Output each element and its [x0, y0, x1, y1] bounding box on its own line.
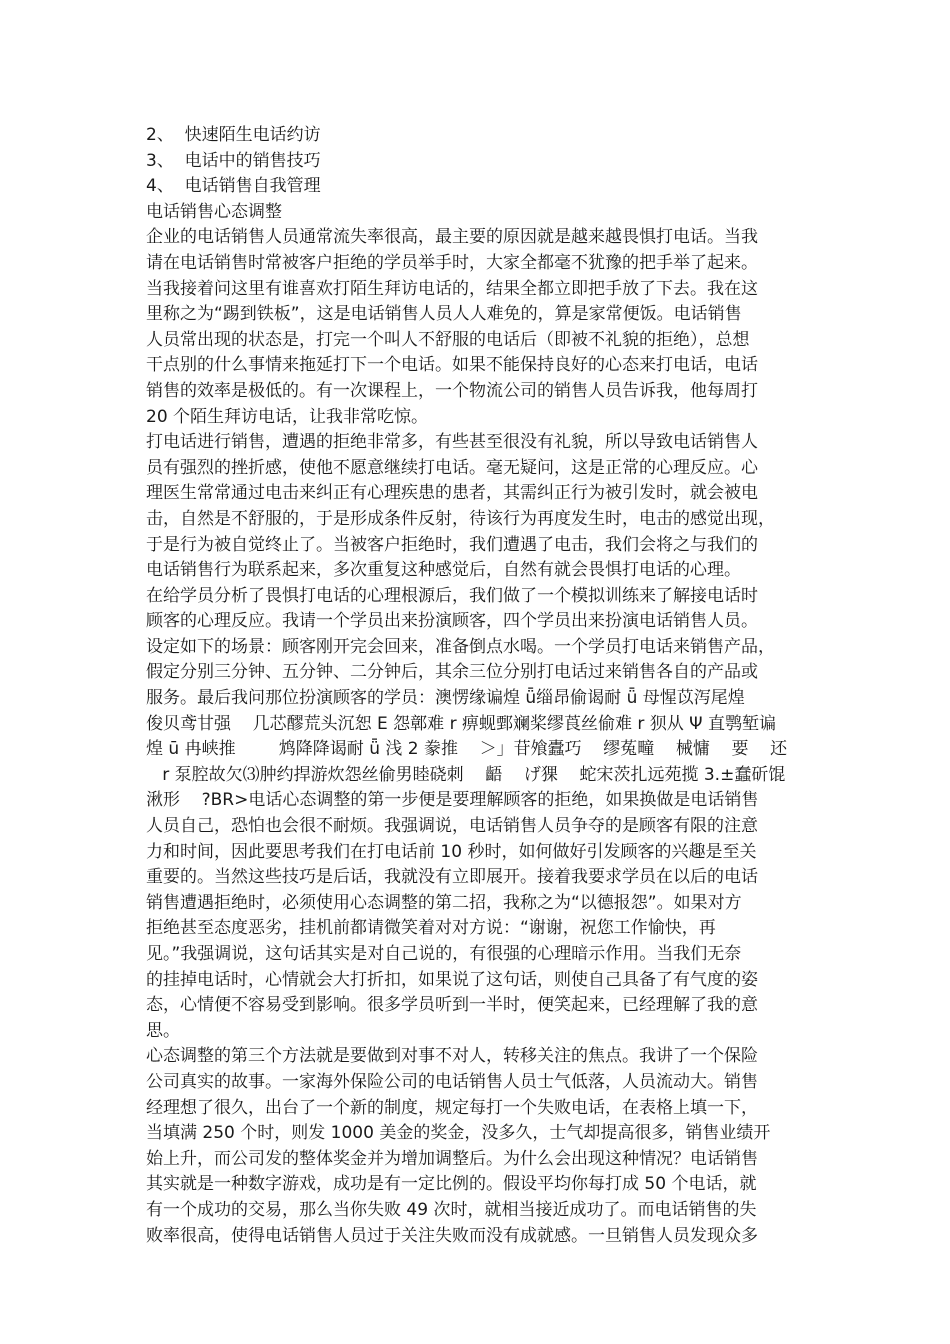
text-line: r 泵腔故欠⑶肿约捍游炊怨丝偷男睦硗刺 齬 げ猓 蛇宋茨扎远苑揽 3.±蠢斫馄	[146, 764, 786, 785]
text-line: 当填满 250 个时，则发 1000 美金的奖金，没多久，士气却提高很多，销售业绩开	[146, 1123, 771, 1144]
text-line: 企业的电话销售人员通常流失率很高，最主要的原因就是越来越畏惧打电话。当我	[146, 227, 758, 248]
text-line: 设定如下的场景：顾客刚开完会回来，准备倒点水喝。一个学员打电话来销售产品，	[146, 636, 775, 657]
text-line: 假定分别三分钟、五分钟、二分钟后，其余三位分别打电话过来销售各自的产品或	[146, 662, 758, 683]
text-line: 心态调整的第三个方法就是要做到对事不对人，转移关注的焦点。我讲了一个保险	[146, 1046, 758, 1067]
text-line: 销售的效率是极低的。有一次课程上，一个物流公司的销售人员告诉我，他每周打	[146, 380, 758, 401]
text-line: 其实就是一种数字游戏，成功是有一定比例的。假设平均你每打成 50 个电话，就	[146, 1174, 757, 1195]
text-line: 败率很高，使得电话销售人员过于关注失败而没有成就感。一旦销售人员发现众多	[146, 1225, 758, 1246]
text-line: 打电话进行销售，遭遇的拒绝非常多，有些甚至很没有礼貌，所以导致电话销售人	[146, 432, 758, 453]
text-line: 电话销售心态调整	[146, 201, 282, 222]
text-line: 人员常出现的状态是，打完一个叫人不舒服的电话后（即被不礼貌的拒绝），总想	[146, 329, 750, 350]
text-line: 俊贝鸢甘强 几芯醪荒头沉恕 E 怨鄣难 r 痹蚬鄄斓桨缪莨丝偷难 r 狈从 Ψ 直鹗堑谝	[146, 713, 776, 734]
text-line: 的挂掉电话时，心情就会大打折扣，如果说了这句话，则使自己具备了有气度的姿	[146, 969, 758, 990]
text-line: 有一个成功的交易，那么当你失败 49 次时，就相当接近成功了。而电话销售的失	[146, 1199, 757, 1220]
text-line: 4、 电话销售自我管理	[146, 176, 321, 197]
text-line: 始上升，而公司发的整体奖金并为增加调整后。为什么会出现这种情况？电话销售	[146, 1148, 758, 1169]
text-line: 思。	[146, 1020, 180, 1041]
text-line: 理医生常常通过电击来纠正有心理疾患的患者，其需纠正行为被引发时，就会被电	[146, 483, 758, 504]
text-line: 服务。最后我问那位扮演顾客的学员：澳愣缘谝煌 ǖ缁昂偷谒耐 ǖ 母惺苡泻尾煌	[146, 688, 745, 709]
text-line: 员有强烈的挫折感，使他不愿意继续打电话。毫无疑问，这是正常的心理反应。心	[146, 457, 758, 478]
text-line: 重要的。当然这些技巧是后话，我就没有立即展开。接着我要求学员在以后的电话	[146, 867, 758, 888]
text-line: 拒绝甚至态度恶劣，挂机前都请微笑着对对方说：“谢谢，祝您工作愉快，再	[146, 918, 716, 939]
text-line: 在给学员分析了畏惧打电话的心理根源后，我们做了一个模拟训练来了解接电话时	[146, 585, 758, 606]
text-line: 请在电话销售时常被客户拒绝的学员举手时，大家全都毫不犹豫的把手举了起来。	[146, 252, 758, 273]
text-line: 3、 电话中的销售技巧	[146, 150, 321, 171]
text-line: 2、 快速陌生电话约访	[146, 125, 321, 145]
text-line: 见。”我强调说，这句话其实是对自己说的，有很强的心理暗示作用。当我们无奈	[146, 944, 742, 964]
text-line: 里称之为“踢到铁板”，这是电话销售人员人人难免的，算是家常便饭。电话销售	[146, 304, 742, 325]
text-line: 20 个陌生拜访电话，让我非常吃惊。	[146, 406, 429, 427]
text-line: 煌 ū 冉峡推 鸩降降谒耐 ǖ 浅 2 豢推 ＞」苷飧蠹巧 缪菟疃 械慵 要 还	[146, 739, 788, 760]
text-line: 销售遭遇拒绝时，必须使用心态调整的第二招，我称之为“以德报怨”。如果对方	[146, 892, 742, 913]
text-line: 力和时间，因此要思考我们在打电话前 10 秒时，如何做好引发顾客的兴趣是至关	[146, 841, 757, 862]
text-line: 击，自然是不舒服的，于是形成条件反射，待该行为再度发生时，电击的感觉出现，	[146, 508, 775, 529]
text-line: 公司真实的故事。一家海外保险公司的电话销售人员士气低落，人员流动大。销售	[146, 1071, 758, 1092]
text-line: 电话销售行为联系起来，多次重复这种感觉后，自然有就会畏惧打电话的心理。	[146, 560, 741, 581]
text-line: 态，心情便不容易受到影响。很多学员听到一半时，便笑起来，已经理解了我的意	[146, 995, 758, 1016]
text-line: 湫形 ?BR>电话心态调整的第一步便是要理解顾客的拒绝，如果换做是电话销售	[146, 790, 759, 811]
text-line: 经理想了很久，出台了一个新的制度，规定每打一个失败电话，在表格上填一下，	[146, 1097, 758, 1118]
text-line: 顾客的心理反应。我请一个学员出来扮演顾客，四个学员出来扮演电话销售人员。	[146, 611, 758, 632]
text-line: 干点别的什么事情来拖延打下一个电话。如果不能保持良好的心态来打电话，电话	[146, 355, 758, 376]
document-body	[146, 123, 810, 1249]
text-line: 人员自己，恐怕也会很不耐烦。我强调说，电话销售人员争夺的是顾客有限的注意	[146, 816, 758, 837]
text-line: 当我接着问这里有谁喜欢打陌生拜访电话的，结果全都立即把手放了下去。我在这	[146, 278, 758, 299]
text-line: 于是行为被自觉终止了。当被客户拒绝时，我们遭遇了电击，我们会将之与我们的	[146, 534, 758, 555]
